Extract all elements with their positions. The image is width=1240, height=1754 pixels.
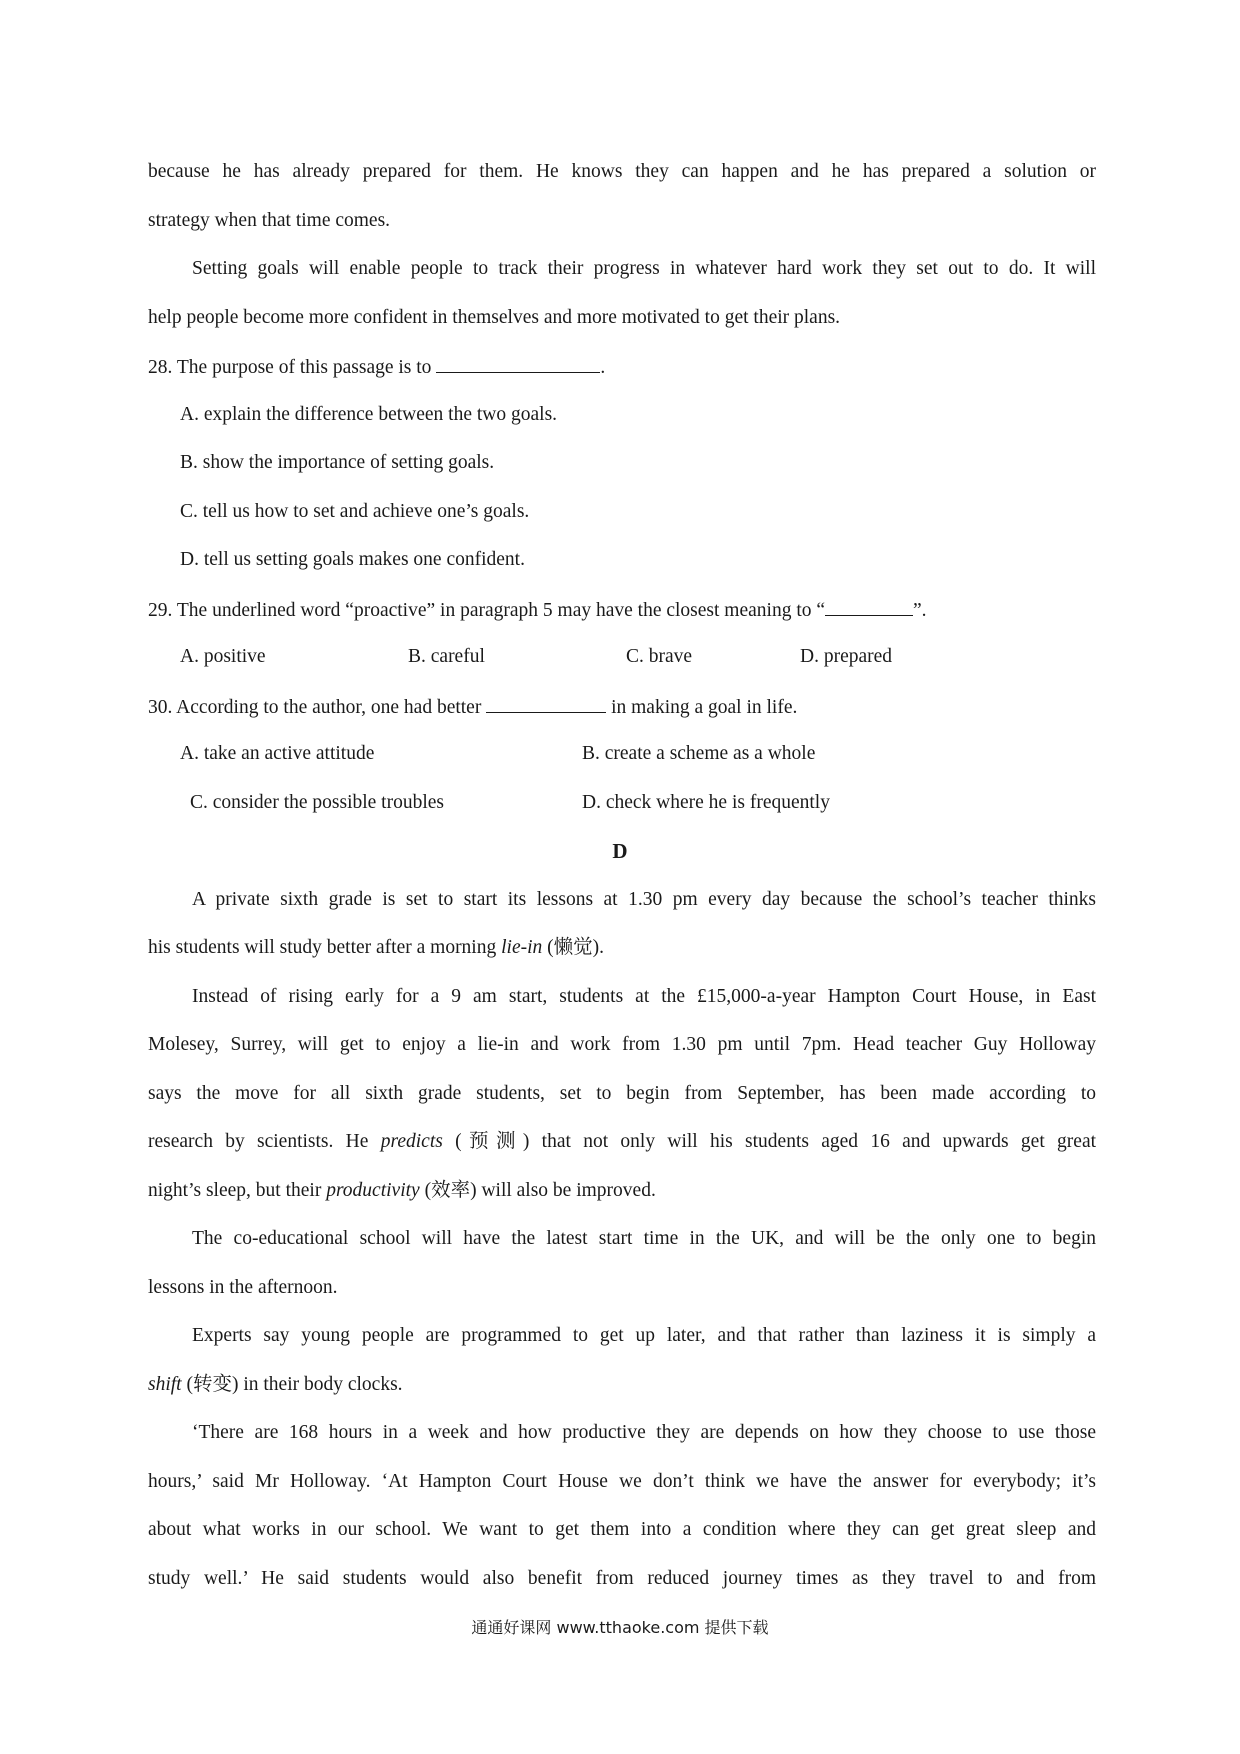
section-heading: D	[612, 839, 628, 863]
answer-blank	[825, 597, 913, 616]
passage-line: Setting goals will enable people to track their progress in whatever hard work they set out to do. It will	[192, 258, 1096, 279]
question-30-option-d: D. check where he is frequently	[582, 792, 830, 813]
question-30-stem: 30. According to the author, one had better in making a goal in life.	[148, 694, 797, 720]
answer-blank	[486, 694, 606, 713]
question-28-stem: 28. The purpose of this passage is to .	[148, 354, 605, 380]
page-footer: 通通好课网 www.tthaoke.com 提供下载	[471, 1618, 769, 1637]
passage-line: help people become more confident in themselves and more motivated to get their plans.	[148, 307, 841, 328]
question-29-option-c: C. brave	[626, 646, 693, 667]
passage-line: Molesey, Surrey, will get to enjoy a lie-in and work from 1.30 pm until 7pm. Head teacher Guy Holloway	[148, 1034, 1096, 1055]
passage-line: his students will study better after a morning lie-in (懒觉).	[148, 937, 605, 958]
passage-line: Instead of rising early for a 9 am start, students at the £15,000-a-year Hampton Court House, in East	[192, 986, 1096, 1007]
question-29-option-b: B. careful	[408, 646, 485, 667]
passage-line: strategy when that time comes.	[148, 210, 391, 231]
question-29-option-d: D. prepared	[800, 646, 893, 667]
passage-line: because he has already prepared for them. He knows they can happen and he has prepared a solution or	[148, 161, 1096, 182]
passage-line: hours,’ said Mr Holloway. ‘At Hampton Court House we don’t think we have the answer for everybody; it’s	[148, 1471, 1096, 1492]
passage-line: says the move for all sixth grade students, set to begin from September, has been made according to	[148, 1083, 1096, 1104]
passage-line: research by scientists. He predicts (预测) that not only will his students aged 16 and upwards get great	[148, 1131, 1097, 1152]
passage-line: shift (转变) in their body clocks.	[148, 1374, 403, 1395]
passage-line: ‘There are 168 hours in a week and how productive they are depends on how they choose to use those	[192, 1422, 1096, 1443]
passage-line: study well.’ He said students would also benefit from reduced journey times as they travel to and from	[148, 1568, 1096, 1589]
answer-blank	[436, 354, 600, 373]
question-30-option-a: A. take an active attitude	[180, 743, 375, 764]
question-29-option-a: A. positive	[180, 646, 266, 667]
passage-line: lessons in the afternoon.	[148, 1277, 338, 1298]
question-29-stem: 29. The underlined word “proactive” in paragraph 5 may have the closest meaning to “ ”.	[148, 597, 927, 623]
question-28-option-b: B. show the importance of setting goals.	[180, 452, 495, 473]
question-30-option-b: B. create a scheme as a whole	[582, 743, 816, 764]
passage-line: The co-educational school will have the latest start time in the UK, and will be the only one to begin	[192, 1228, 1096, 1249]
passage-line: A private sixth grade is set to start its lessons at 1.30 pm every day because the school’s teacher thinks	[192, 889, 1096, 910]
passage-line: Experts say young people are programmed to get up later, and that rather than laziness it is simply a	[192, 1325, 1096, 1346]
passage-line: night’s sleep, but their productivity (效率) will also be improved.	[148, 1180, 656, 1201]
passage-line: about what works in our school. We want to get them into a condition where they can get great sleep and	[148, 1519, 1096, 1540]
question-28-option-a: A. explain the difference between the two goals.	[180, 404, 558, 425]
question-28-option-d: D. tell us setting goals makes one confident.	[180, 549, 525, 570]
question-30-option-c: C. consider the possible troubles	[190, 792, 445, 813]
question-28-option-c: C. tell us how to set and achieve one’s goals.	[180, 501, 530, 522]
